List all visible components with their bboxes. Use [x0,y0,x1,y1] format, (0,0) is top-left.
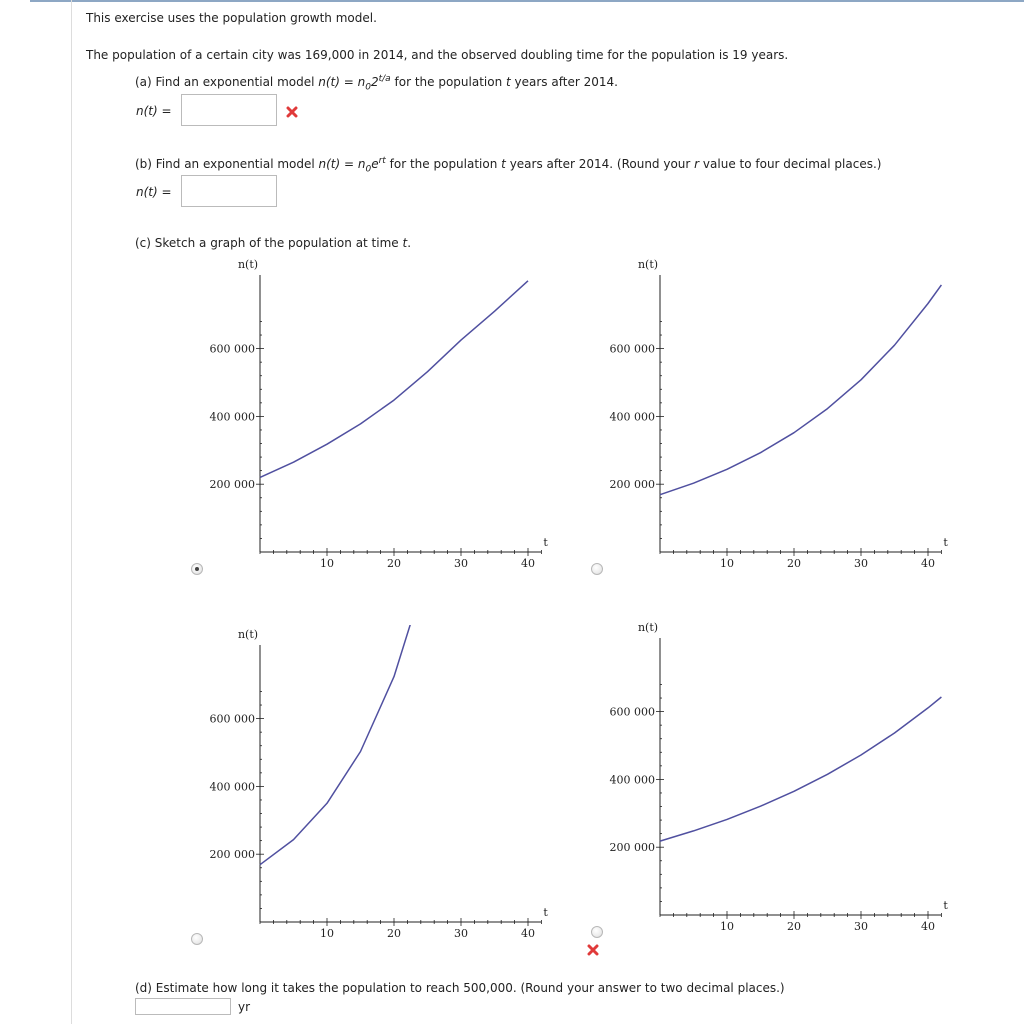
part-a-answer-input[interactable] [181,94,277,126]
x-tick-label: 40 [921,557,935,570]
x-tick-label: 10 [720,557,734,570]
growth-curve [660,285,941,495]
x-tick-label: 30 [454,927,468,940]
part-d-unit-label: yr [238,1000,251,1014]
graph-option-3 [200,625,548,945]
x-axis-label: t [943,536,948,549]
part-d-answer-input[interactable] [135,998,231,1015]
y-tick-label: 400 000 [609,773,655,787]
x-tick-label: 30 [854,557,868,570]
part-b-answer-label: n(t) = [136,185,172,199]
y-tick-label: 200 000 [609,478,655,492]
x-tick-label: 30 [854,920,868,933]
y-tick-label: 600 000 [609,342,655,356]
panel-top-border [30,0,1024,2]
y-tick-label: 200 000 [209,478,255,492]
growth-curve [660,697,941,841]
part-b-answer-input[interactable] [181,175,277,207]
graph-option-1 [200,255,548,575]
x-mark-icon [587,944,599,956]
x-axis-label: t [943,899,948,912]
y-axis-label: n(t) [237,628,259,641]
part-a-answer-label: n(t) = [136,104,172,118]
y-tick-label: 600 000 [209,342,255,356]
x-tick-label: 40 [921,920,935,933]
x-tick-label: 20 [387,557,401,570]
y-axis-label: n(t) [637,621,659,634]
y-tick-label: 600 000 [209,712,255,726]
graph-option-4-radio[interactable] [591,926,603,938]
part-d-prompt: (d) Estimate how long it takes the population to reach 500,000. (Round your answer to two decimal places.) [135,981,785,995]
growth-curve [260,281,528,478]
x-tick-label: 10 [720,920,734,933]
y-tick-label: 400 000 [209,410,255,424]
y-tick-label: 600 000 [609,705,655,719]
y-tick-label: 400 000 [209,780,255,794]
panel-left-border [71,0,72,1024]
graph-option-2-radio[interactable] [591,563,603,575]
x-tick-label: 10 [320,927,334,940]
x-tick-label: 20 [787,920,801,933]
problem-statement: The population of a certain city was 169,000 in 2014, and the observed doubling time for the population is 19 years. [86,48,789,62]
y-tick-label: 200 000 [609,841,655,855]
part-b-prompt: (b) Find an exponential model $n(t) = n_0e^{rt}$ for the population t years after 2014. (Round your r value to four decimal places.) [135,156,882,175]
x-mark-icon [286,106,298,118]
intro-text: This exercise uses the population growth model. [86,11,377,25]
growth-curve [260,569,428,864]
x-axis-label: t [543,906,548,919]
graph-option-3-radio[interactable] [191,933,203,945]
graph-option-1-radio[interactable] [191,563,203,575]
y-axis-label: n(t) [637,258,659,271]
x-tick-label: 30 [454,557,468,570]
y-tick-label: 200 000 [209,848,255,862]
y-axis-label: n(t) [237,258,259,271]
x-tick-label: 20 [387,927,401,940]
x-axis-label: t [543,536,548,549]
graph-option-4 [600,618,948,938]
y-tick-label: 400 000 [609,410,655,424]
part-a-prompt: (a) Find an exponential model $n(t) = n_02^{t/a}$ for the population t years after 2014. [135,74,618,93]
graph-option-2 [600,255,948,575]
x-tick-label: 40 [521,927,535,940]
x-tick-label: 40 [521,557,535,570]
part-c-prompt: (c) Sketch a graph of the population at time t. [135,236,412,250]
x-tick-label: 10 [320,557,334,570]
x-tick-label: 20 [787,557,801,570]
